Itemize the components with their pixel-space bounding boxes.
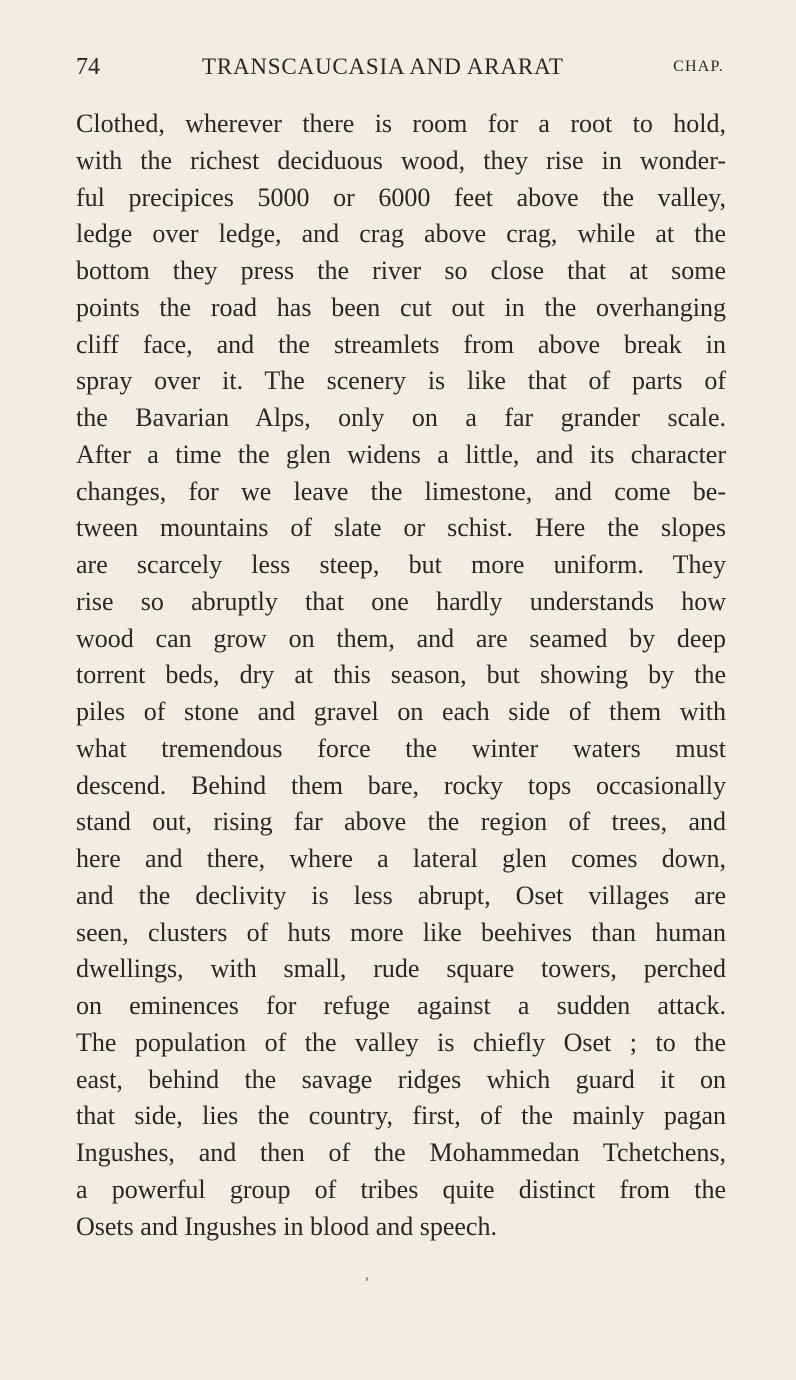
text-line: spray over it. The scenery is like that of parts of bbox=[76, 366, 726, 396]
text-line: dwellings, with small, rude square towers, perched bbox=[76, 954, 726, 984]
text-line: Clothed, wherever there is room for a root to hold, bbox=[76, 109, 726, 138]
text-line: bottom they press the river so close that at some bbox=[76, 256, 726, 285]
text-line: here and there, where a lateral glen comes down, bbox=[76, 844, 726, 873]
text-line: wood can grow on them, and are seamed by deep bbox=[76, 623, 726, 653]
text-line: piles of stone and gravel on each side of them with bbox=[76, 697, 726, 726]
page-number: 74 bbox=[76, 54, 100, 80]
text-line: are scarcely less steep, but more uniform. They bbox=[76, 550, 726, 579]
text-line: Ingushes, and then of the Mohammedan Tchetchens, bbox=[76, 1138, 726, 1167]
text-line: descend. Behind them bare, rocky tops occasionally bbox=[76, 770, 726, 800]
text-line: a powerful group of tribes quite distinct from the bbox=[76, 1174, 726, 1204]
chapter-label: CHAP. bbox=[673, 58, 724, 75]
text-line: changes, for we leave the limestone, and come be- bbox=[76, 476, 726, 506]
text-line: Osets and Ingushes in blood and speech. bbox=[76, 1211, 497, 1241]
text-line: After a time the glen widens a little, and its character bbox=[76, 439, 726, 469]
text-line: points the road has been cut out in the overhanging bbox=[76, 292, 726, 322]
text-line: cliff face, and the streamlets from above break in bbox=[76, 329, 726, 359]
text-line: ledge over ledge, and crag above crag, while at the bbox=[76, 219, 726, 249]
text-line: and the declivity is less abrupt, Oset villages are bbox=[76, 880, 726, 910]
body-paragraph bbox=[76, 106, 726, 1245]
text-line: east, behind the savage ridges which guard it on bbox=[76, 1064, 726, 1094]
text-line: stand out, rising far above the region of trees, and bbox=[76, 807, 726, 837]
running-header bbox=[76, 54, 726, 84]
text-line: that side, lies the country, first, of the mainly pagan bbox=[76, 1101, 726, 1131]
text-line: seen, clusters of huts more like beehives than human bbox=[76, 917, 726, 947]
text-line: with the richest deciduous wood, they rise in wonder- bbox=[76, 145, 726, 175]
running-title: TRANSCAUCASIA AND ARARAT bbox=[202, 54, 564, 79]
text-line: on eminences for refuge against a sudden attack. bbox=[76, 991, 726, 1020]
text-line: rise so abruptly that one hardly understands how bbox=[76, 586, 726, 616]
text-line: tween mountains of slate or schist. Here the slopes bbox=[76, 513, 726, 543]
text-line: The population of the valley is chiefly Oset ; to the bbox=[76, 1027, 726, 1057]
text-line: the Bavarian Alps, only on a far grander scale. bbox=[76, 403, 726, 432]
ink-speck bbox=[366, 1277, 368, 1281]
text-line: torrent beds, dry at this season, but showing by the bbox=[76, 660, 726, 690]
text-line: what tremendous force the winter waters must bbox=[76, 733, 726, 763]
text-line: ful precipices 5000 or 6000 feet above the valley, bbox=[76, 182, 726, 212]
